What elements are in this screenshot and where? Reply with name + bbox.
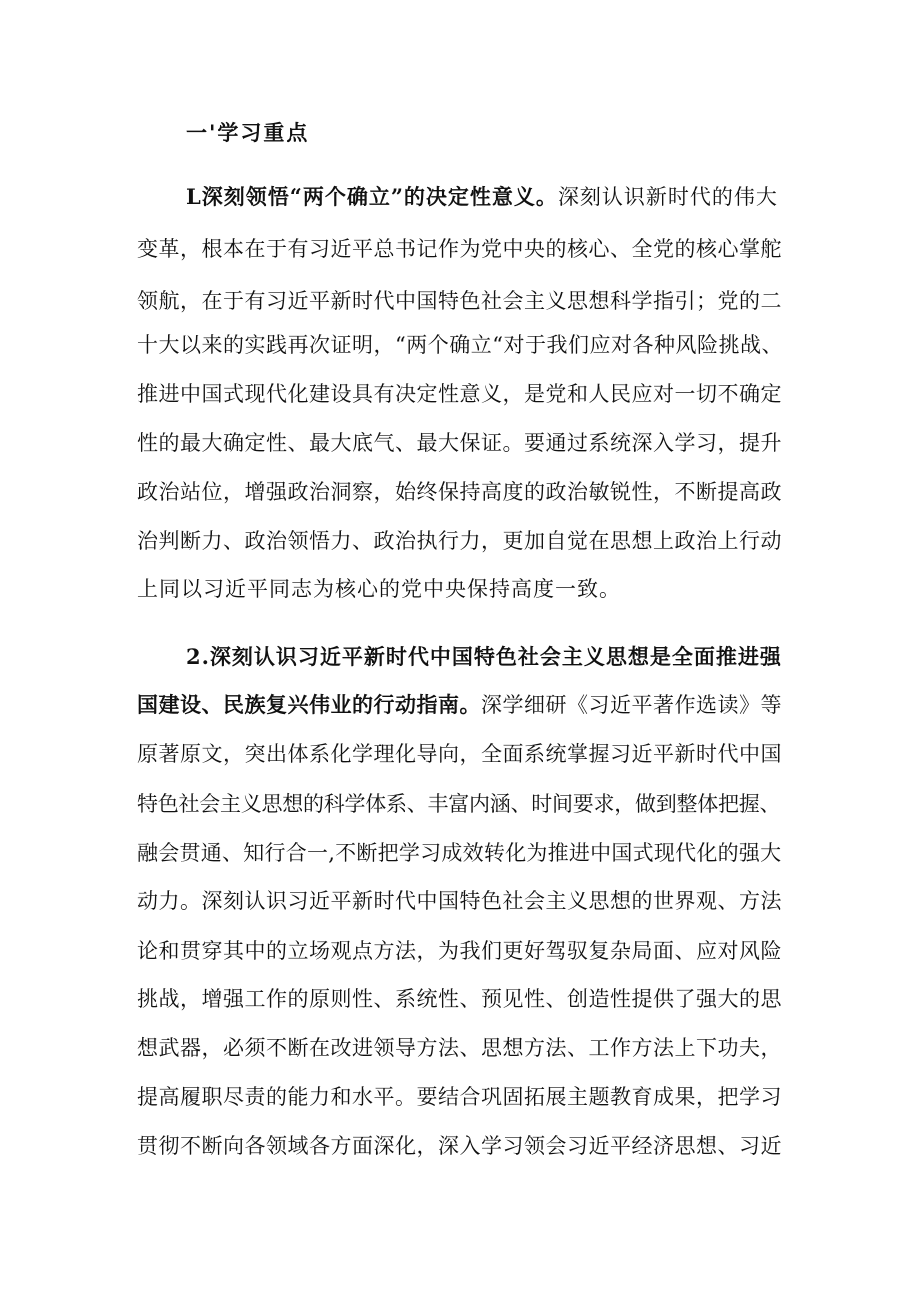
paragraph-2-line-11: 贯彻不断向各领域各方面深化，深入学习领会习近平经济思想、习近 xyxy=(137,1134,782,1158)
paragraph-2-line-3: 原著原文，突出体系化学理化导向，全面系统掌握习近平新时代中国 xyxy=(137,742,782,766)
paragraph-2-line-2-text: 深学细研《习近平著作选读》等 xyxy=(481,693,782,717)
paragraph-1-line-4: 十大以来的实践再次证明，“两个确立“对于我们应对各种风险挑战、 xyxy=(137,333,783,357)
paragraph-1-line-2: 变革，根本在于有习近平总书记作为党中央的核心、全党的核心掌舵 xyxy=(137,237,782,261)
paragraph-2-lead-title-end: 国建设、民族复兴伟业的行动指南。 xyxy=(137,692,481,717)
paragraph-2-line-1: 2.深刻认识习近平新时代中国特色社会主义思想是全面推进强 xyxy=(186,644,782,669)
paragraph-1-lead-title: L深刻领悟“两个确立”的决定性意义。 xyxy=(186,184,558,209)
paragraph-1-line-3: 领航，在于有习近平新时代中国特色社会主义思想科学指引；党的二 xyxy=(137,289,782,313)
paragraph-1-line-6: 性的最大确定性、最大底气、最大保证。要通过系统深入学习，提升 xyxy=(137,431,782,455)
paragraph-2-line-10: 提高履职尽责的能力和水平。要结合巩固拓展主题教育成果，把学习 xyxy=(137,1085,782,1109)
paragraph-2-line-9: 想武器，必须不断在改进领导方法、思想方法、工作方法上下功夫， xyxy=(137,1036,782,1060)
paragraph-1-line-8: 治判断力、政治领悟力、政治执行力，更加自觉在思想上政治上行动 xyxy=(137,529,782,553)
paragraph-2-line-6: 动力。深刻认识习近平新时代中国特色社会主义思想的世界观、方法 xyxy=(137,889,782,913)
paragraph-1-line-1-text: 深刻认识新时代的伟大 xyxy=(557,185,778,209)
paragraph-2-line-8: 挑战，增强工作的原则性、系统性、预见性、创造性提供了强大的思 xyxy=(137,987,782,1011)
paragraph-1-line-5: 推进中国式现代化建设具有决定性意义，是党和人民应对一切不确定 xyxy=(137,382,782,406)
paragraph-2-line-2 xyxy=(137,690,782,720)
paragraph-1-line-1 xyxy=(186,182,778,212)
paragraph-2-line-7: 论和贯穿其中的立场观点方法，为我们更好驾驭复杂局面、应对风险 xyxy=(137,939,782,963)
paragraph-1-line-7: 政治站位，增强政治洞察，始终保持高度的政治敏锐性，不断提高政 xyxy=(137,480,782,504)
paragraph-2-line-4: 特色社会主义思想的科学体系、丰富内涵、时间要求，做到整体把握、 xyxy=(137,792,781,816)
paragraph-2-line-5: 融会贯通、知行合一,不断把学习成效转化为推进中国式现代化的强大 xyxy=(137,841,782,865)
paragraph-1-line-9: 上同以习近平同志为核心的党中央保持高度一致。 xyxy=(137,577,621,601)
section-heading: 一'学习重点 xyxy=(186,120,310,145)
